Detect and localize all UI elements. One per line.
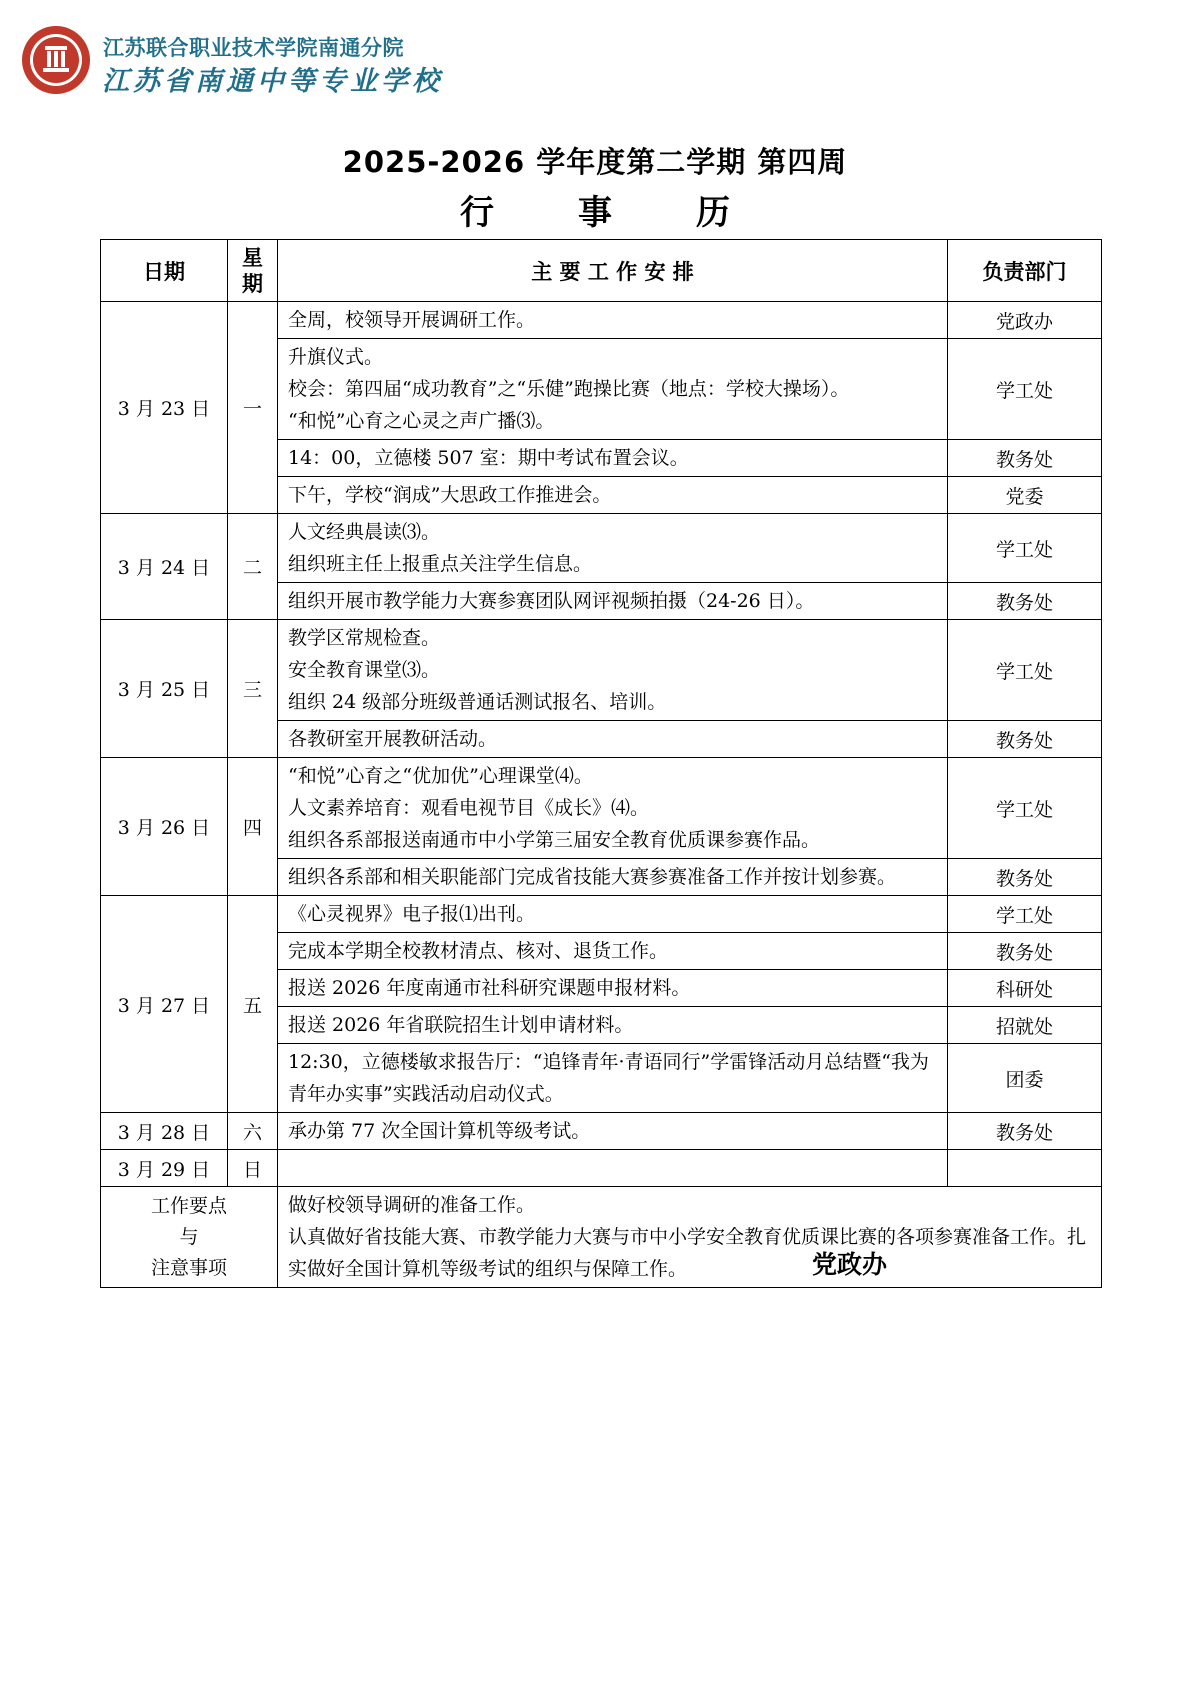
- responsible-dept: [948, 1150, 1102, 1187]
- responsible-dept: 科研处: [948, 970, 1102, 1007]
- work-item-line: 校会：第四届“成功教育”之“乐健”跑操比赛（地点：学校大操场）。: [288, 378, 850, 400]
- work-item-line: 完成本学期全校教材清点、核对、退货工作。: [288, 940, 669, 962]
- header-weekday: 星期: [228, 240, 278, 302]
- header-date: 日期: [101, 240, 228, 302]
- day-weekday: 日: [228, 1150, 278, 1187]
- work-item-line: 报送 2026 年度南通市社科研究课题申报材料。: [288, 977, 691, 999]
- weekly-schedule-table: [100, 239, 1102, 1288]
- day-date: 3 月 28 日: [101, 1113, 228, 1150]
- school-name-secondary: 江苏省南通中等专业学校: [102, 66, 443, 97]
- responsible-dept: 学工处: [948, 620, 1102, 721]
- work-item: [278, 440, 948, 477]
- work-item-line: 12:30，立德楼敏求报告厅：“追锋青年·青语同行”学雷锋活动月总结暨“我为青年办实事”实践活动启动仪式。: [288, 1051, 929, 1105]
- work-item-line: 14：00，立德楼 507 室：期中考试布置会议。: [288, 447, 689, 469]
- day-weekday: 一: [228, 302, 278, 514]
- work-item-line: 升旗仪式。: [288, 346, 384, 368]
- work-item-line: 全周，校领导开展调研工作。: [288, 309, 536, 331]
- work-item-line: 人文经典晨读⑶。: [288, 521, 441, 543]
- header-work: 主 要 工 作 安 排: [278, 240, 948, 302]
- work-item-line: 各教研室开展教研活动。: [288, 728, 498, 750]
- work-item: [278, 859, 948, 896]
- notes-label: [101, 1187, 278, 1288]
- day-date: 3 月 29 日: [101, 1150, 228, 1187]
- work-item-line: 报送 2026 年省联院招生计划申请材料。: [288, 1014, 634, 1036]
- subtitle-char: 历: [696, 193, 730, 233]
- responsible-dept: 教务处: [948, 721, 1102, 758]
- work-item-line: 下午，学校“润成”大思政工作推进会。: [288, 484, 612, 506]
- day-weekday: 三: [228, 620, 278, 758]
- work-item: [278, 1113, 948, 1150]
- day-date: 3 月 25 日: [101, 620, 228, 758]
- table-row: [101, 896, 1102, 933]
- work-item: [278, 477, 948, 514]
- work-item: [278, 933, 948, 970]
- work-item-line: 人文素养培育：观看电视节目《成长》⑷。: [288, 797, 650, 819]
- subtitle-char: 事: [578, 193, 612, 233]
- table-row: [101, 514, 1102, 583]
- work-item: [278, 758, 948, 859]
- table-row: [101, 302, 1102, 339]
- notes-line: 做好校领导调研的准备工作。: [288, 1194, 536, 1216]
- work-item-line: 教学区常规检查。: [288, 627, 441, 649]
- notes-row: [101, 1187, 1102, 1288]
- responsible-dept: 学工处: [948, 514, 1102, 583]
- day-weekday: 二: [228, 514, 278, 620]
- notes-content: [278, 1187, 1102, 1288]
- school-emblem-icon: [20, 24, 92, 96]
- work-item-line: 组织各系部和相关职能部门完成省技能大赛参赛准备工作并按计划参赛。: [288, 866, 897, 888]
- table-row: [101, 1113, 1102, 1150]
- notes-line: 认真做好省技能大赛、市教学能力大赛与市中小学安全教育优质课比赛的各项参赛准备工作。扎实做好全国计算机等级考试的组织与保障工作。: [288, 1226, 1087, 1280]
- work-item: [278, 970, 948, 1007]
- responsible-dept: 教务处: [948, 583, 1102, 620]
- table-row: [101, 758, 1102, 859]
- work-item-line: “和悦”心育之“优加优”心理课堂⑷。: [288, 765, 593, 787]
- responsible-dept: 教务处: [948, 859, 1102, 896]
- day-weekday: 四: [228, 758, 278, 896]
- responsible-dept: 学工处: [948, 896, 1102, 933]
- work-item-line: 《心灵视界》电子报⑴出刊。: [288, 903, 536, 925]
- responsible-dept: 教务处: [948, 933, 1102, 970]
- work-item: [278, 1044, 948, 1113]
- responsible-dept: 学工处: [948, 339, 1102, 440]
- responsible-dept: 党政办: [948, 302, 1102, 339]
- day-weekday: 五: [228, 896, 278, 1113]
- work-item: [278, 620, 948, 721]
- work-item: [278, 583, 948, 620]
- table-row: [101, 1150, 1102, 1187]
- day-date: 3 月 27 日: [101, 896, 228, 1113]
- school-name-primary: 江苏联合职业技术学院南通分院: [103, 36, 404, 60]
- day-date: 3 月 23 日: [101, 302, 228, 514]
- work-item: [278, 339, 948, 440]
- calendar-subtitle: [0, 185, 1190, 234]
- responsible-dept: 招就处: [948, 1007, 1102, 1044]
- header-dept: 负责部门: [948, 240, 1102, 302]
- work-item-line: 组织 24 级部分班级普通话测试报名、培训。: [288, 691, 667, 713]
- calendar-title: 2025-2026 学年度第二学期 第四周: [342, 145, 848, 179]
- responsible-dept: 教务处: [948, 440, 1102, 477]
- work-item-line: 组织各系部报送南通市中小学第三届安全教育优质课参赛作品。: [288, 829, 821, 851]
- notes-label-line: 与: [179, 1225, 199, 1248]
- work-item: [278, 1150, 948, 1187]
- work-item: [278, 721, 948, 758]
- notes-label-line: 工作要点: [150, 1194, 227, 1217]
- work-item-line: 承办第 77 次全国计算机等级考试。: [288, 1120, 591, 1142]
- school-header: [20, 24, 443, 97]
- day-date: 3 月 24 日: [101, 514, 228, 620]
- day-weekday: 六: [228, 1113, 278, 1150]
- work-item: [278, 896, 948, 933]
- work-item: [278, 302, 948, 339]
- schedule-body: [101, 302, 1102, 1288]
- work-item-line: 组织班主任上报重点关注学生信息。: [288, 553, 593, 575]
- work-item: [278, 514, 948, 583]
- responsible-dept: 团委: [948, 1044, 1102, 1113]
- table-row: [101, 620, 1102, 721]
- responsible-dept: 教务处: [948, 1113, 1102, 1150]
- work-item: [278, 1007, 948, 1044]
- subtitle-char: 行: [460, 193, 494, 233]
- work-item-line: 组织开展市教学能力大赛参赛团队网评视频拍摄（24-26 日）。: [288, 590, 815, 612]
- work-item-line: [288, 1152, 937, 1184]
- responsible-dept: 学工处: [948, 758, 1102, 859]
- day-date: 3 月 26 日: [101, 758, 228, 896]
- work-item-line: 安全教育课堂⑶。: [288, 659, 441, 681]
- notes-label-line: 注意事项: [150, 1256, 227, 1279]
- work-item-line: “和悦”心育之心灵之声广播⑶。: [288, 410, 555, 432]
- responsible-dept: 党委: [948, 477, 1102, 514]
- signature-department: 党政办: [812, 1250, 888, 1279]
